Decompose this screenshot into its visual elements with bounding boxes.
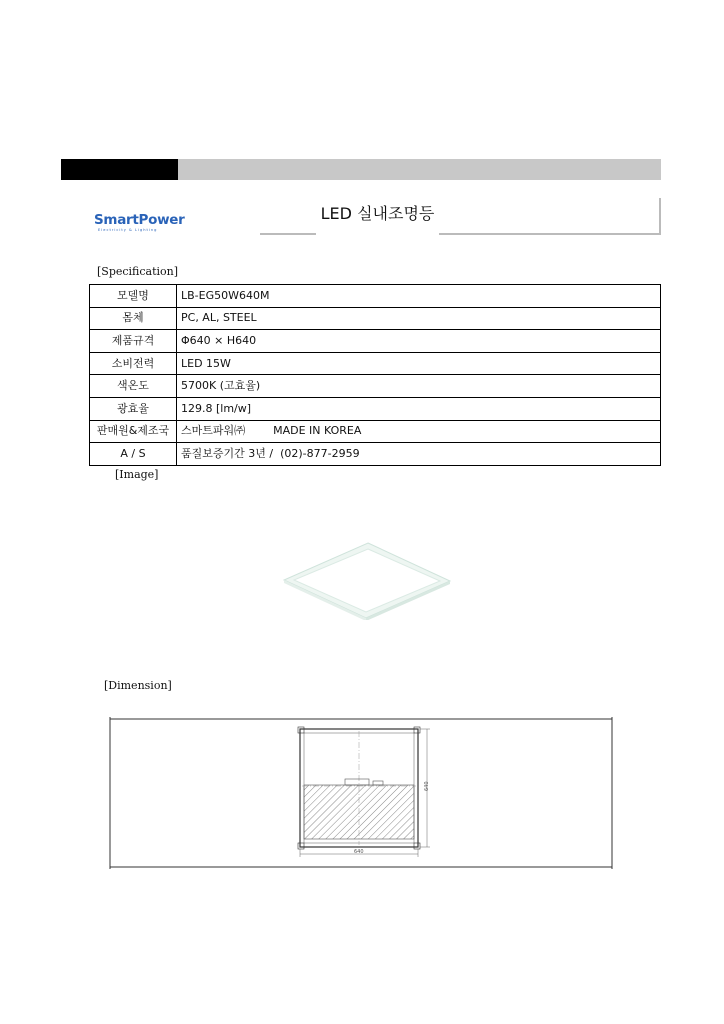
spec-key: 제품규격 — [90, 330, 177, 353]
spec-key: 판매원&제조국 — [90, 420, 177, 443]
spec-value: PC, AL, STEEL — [177, 307, 661, 330]
table-row — [90, 375, 661, 398]
table-row — [90, 352, 661, 375]
spec-value: LB-EG50W640M — [177, 285, 661, 308]
spec-key: 모델명 — [90, 285, 177, 308]
spec-value: Φ640 × H640 — [177, 330, 661, 353]
brand-logo — [94, 212, 184, 236]
dimension-height-label: 640 — [424, 781, 430, 791]
spec-value: 품질보증기간 3년 / (02)-877-2959 — [177, 443, 661, 466]
table-row — [90, 285, 661, 308]
led-panel-illustration — [282, 540, 452, 620]
document-title: LED 실내조명등 — [320, 204, 435, 223]
spec-value: 5700K (고효율) — [177, 375, 661, 398]
table-row — [90, 330, 661, 353]
table-row — [90, 397, 661, 420]
header-bar — [61, 159, 661, 180]
table-row — [90, 307, 661, 330]
spec-value: 스마트파워㈜ MADE IN KOREA — [177, 420, 661, 443]
title-rule-vertical — [659, 198, 661, 235]
spec-key: 색온도 — [90, 375, 177, 398]
product-image — [282, 540, 452, 620]
spec-value: LED 15W — [177, 352, 661, 375]
spec-value: 129.8 [lm/w] — [177, 397, 661, 420]
spec-key: 몸체 — [90, 307, 177, 330]
spec-key: A / S — [90, 443, 177, 466]
section-label-image: [Image] — [115, 468, 159, 481]
dimension-width-label: 640 — [354, 849, 364, 855]
header-bar-black — [61, 159, 178, 180]
section-label-specification: [Specification] — [97, 265, 179, 278]
spec-key: 소비전력 — [90, 352, 177, 375]
spec-table — [89, 284, 661, 466]
header-bar-grey — [178, 159, 661, 180]
brand-name: SmartPower — [94, 212, 185, 228]
table-row — [90, 443, 661, 466]
title-rule-right — [439, 233, 661, 235]
spec-key: 광효율 — [90, 397, 177, 420]
dimension-drawing — [108, 717, 614, 869]
section-label-dimension: [Dimension] — [104, 679, 172, 692]
dimension-drawing-svg — [108, 717, 614, 869]
table-row — [90, 420, 661, 443]
brand-tagline: Electricity & Lighting — [98, 228, 158, 232]
title-rule-left — [260, 233, 316, 235]
